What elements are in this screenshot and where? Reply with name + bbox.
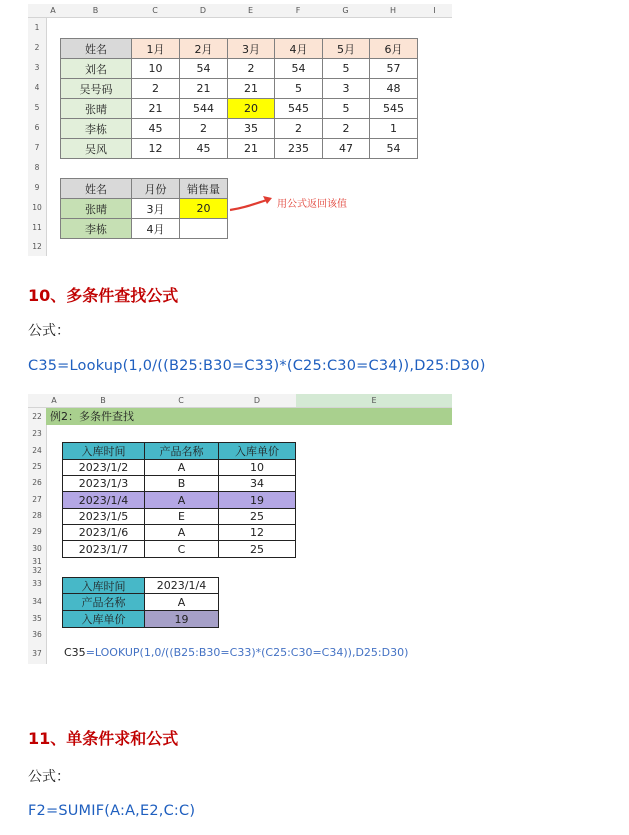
table-cell: 2 bbox=[179, 118, 228, 139]
spreadsheet-screenshot-1 bbox=[28, 4, 452, 256]
table-cell: 2023/1/3 bbox=[62, 475, 145, 492]
table-cell: 21 bbox=[131, 98, 180, 119]
table-cell: 235 bbox=[274, 138, 323, 159]
table-cell: 1 bbox=[369, 118, 418, 139]
table-header-cell: 入库时间 bbox=[62, 442, 145, 460]
table-header-cell: 产品名称 bbox=[144, 442, 219, 460]
table-cell: C bbox=[144, 540, 219, 558]
table-cell: 5 bbox=[322, 58, 370, 79]
table-cell: 2023/1/5 bbox=[62, 508, 145, 525]
row-header: 34 bbox=[28, 593, 47, 610]
sheet-formula-text: =LOOKUP(1,0/((B25:B30=C33)*(C25:C30=C34)),D25:D30) bbox=[85, 646, 409, 659]
row-header: 12 bbox=[28, 238, 47, 256]
table-cell: 21 bbox=[227, 138, 275, 159]
col-header: C bbox=[144, 394, 218, 408]
table-cell: 5 bbox=[274, 78, 323, 99]
table-cell: 3 bbox=[322, 78, 370, 99]
row-header: 24 bbox=[28, 442, 47, 459]
row-header: 9 bbox=[28, 178, 47, 198]
row-header: 23 bbox=[28, 425, 47, 442]
col-header: D bbox=[179, 4, 227, 18]
row-header: 22 bbox=[28, 408, 47, 425]
table-cell: 47 bbox=[322, 138, 370, 159]
col-header: E bbox=[296, 394, 452, 408]
row-header: 2 bbox=[28, 38, 47, 58]
lookup-label-cell: 入库时间 bbox=[62, 577, 145, 594]
lookup-label-cell: 产品名称 bbox=[62, 593, 145, 611]
spreadsheet-screenshot-2 bbox=[28, 394, 452, 664]
banner-title: 例2：多条件查找 bbox=[46, 408, 452, 425]
table-cell: B bbox=[144, 475, 219, 492]
annotation-text: 用公式返回该值 bbox=[277, 199, 347, 210]
col-header: F bbox=[274, 4, 322, 18]
table-header-cell: 4月 bbox=[274, 38, 323, 59]
lookup-label-cell: 入库单价 bbox=[62, 610, 145, 628]
sheet-formula bbox=[64, 646, 408, 659]
row-header: 30 bbox=[28, 540, 47, 557]
table-cell: 45 bbox=[179, 138, 228, 159]
table-cell: 48 bbox=[369, 78, 418, 99]
col-header: H bbox=[369, 4, 417, 18]
table-cell: 45 bbox=[131, 118, 180, 139]
table-cell: 10 bbox=[218, 459, 296, 476]
col-header: G bbox=[322, 4, 369, 18]
table-header-cell: 2月 bbox=[179, 38, 228, 59]
col-header: B bbox=[62, 394, 144, 408]
table-header-cell: 姓名 bbox=[60, 38, 132, 59]
table-cell: 李栋 bbox=[60, 218, 132, 239]
table-cell bbox=[179, 218, 228, 239]
table-cell: 2023/1/6 bbox=[62, 524, 145, 541]
formula-text: F2=SUMIF(A:A,E2,C:C) bbox=[28, 803, 196, 819]
row-header: 35 bbox=[28, 610, 47, 627]
table-cell: 54 bbox=[369, 138, 418, 159]
row-header: 7 bbox=[28, 138, 47, 158]
table-cell: 57 bbox=[369, 58, 418, 79]
highlighted-cell: 20 bbox=[227, 98, 275, 119]
row-header: 8 bbox=[28, 158, 47, 178]
table-cell: 54 bbox=[274, 58, 323, 79]
table-cell: 刘名 bbox=[60, 58, 132, 79]
col-header: I bbox=[417, 4, 452, 18]
col-header: D bbox=[218, 394, 296, 408]
table-cell: 25 bbox=[218, 508, 296, 525]
row-header: 33 bbox=[28, 575, 47, 593]
table-header-cell: 入库单价 bbox=[218, 442, 296, 460]
row-header: 5 bbox=[28, 98, 47, 118]
formula-text: C35=Lookup(1,0/((B25:B30=C33)*(C25:C30=C34)),D25:D30) bbox=[28, 358, 486, 374]
table-cell: 12 bbox=[218, 524, 296, 541]
row-header: 27 bbox=[28, 491, 47, 508]
table-cell: 10 bbox=[131, 58, 180, 79]
col-header: A bbox=[46, 4, 60, 18]
formula-label: 公式： bbox=[28, 323, 70, 339]
table-header-cell: 姓名 bbox=[60, 178, 132, 199]
col-header: C bbox=[131, 4, 179, 18]
table-cell: 3月 bbox=[131, 198, 180, 219]
lookup-value-cell: 2023/1/4 bbox=[144, 577, 219, 594]
corner-cell bbox=[28, 394, 46, 408]
table-header-cell: 月份 bbox=[131, 178, 180, 199]
table-cell: 545 bbox=[274, 98, 323, 119]
row-header: 36 bbox=[28, 627, 47, 643]
col-header: B bbox=[60, 4, 131, 18]
table-cell: 2 bbox=[131, 78, 180, 99]
table-cell: 2 bbox=[322, 118, 370, 139]
row-header: 29 bbox=[28, 524, 47, 540]
table-cell: 25 bbox=[218, 540, 296, 558]
table-cell: E bbox=[144, 508, 219, 525]
row-header: 32 bbox=[28, 566, 47, 575]
sheet-formula-cell: C35 bbox=[64, 646, 86, 659]
table-cell: 2023/1/7 bbox=[62, 540, 145, 558]
col-header: A bbox=[46, 394, 62, 408]
row-header: 1 bbox=[28, 18, 47, 38]
row-header: 4 bbox=[28, 78, 47, 98]
table-cell: 张晴 bbox=[60, 98, 132, 119]
result-cell: 20 bbox=[179, 198, 228, 219]
table-cell: 35 bbox=[227, 118, 275, 139]
table-cell: 2 bbox=[274, 118, 323, 139]
table-header-cell: 3月 bbox=[227, 38, 275, 59]
highlighted-row-cell: A bbox=[144, 491, 219, 509]
section-title: 11、单条件求和公式 bbox=[28, 729, 179, 748]
table-cell: 2 bbox=[227, 58, 275, 79]
table-cell: 12 bbox=[131, 138, 180, 159]
table-cell: 21 bbox=[179, 78, 228, 99]
corner-cell bbox=[28, 4, 46, 18]
red-arrow-icon bbox=[226, 192, 276, 214]
table-header-cell: 销售量 bbox=[179, 178, 228, 199]
table-header-cell: 1月 bbox=[131, 38, 180, 59]
table-cell: 5 bbox=[322, 98, 370, 119]
table-cell: A bbox=[144, 524, 219, 541]
row-header: 26 bbox=[28, 475, 47, 491]
row-header: 37 bbox=[28, 643, 47, 664]
section-title: 10、多条件查找公式 bbox=[28, 286, 179, 305]
table-cell: 21 bbox=[227, 78, 275, 99]
table-cell: 2023/1/2 bbox=[62, 459, 145, 476]
row-header: 28 bbox=[28, 508, 47, 524]
table-cell: A bbox=[144, 459, 219, 476]
lookup-result-cell: 19 bbox=[144, 610, 219, 628]
table-cell: 4月 bbox=[131, 218, 180, 239]
row-header: 11 bbox=[28, 218, 47, 238]
col-header: E bbox=[227, 4, 274, 18]
table-cell: 545 bbox=[369, 98, 418, 119]
row-header: 31 bbox=[28, 557, 47, 566]
highlighted-row-cell: 19 bbox=[218, 491, 296, 509]
table-cell: 544 bbox=[179, 98, 228, 119]
formula-label: 公式： bbox=[28, 769, 70, 785]
row-header: 3 bbox=[28, 58, 47, 78]
highlighted-row-cell: 2023/1/4 bbox=[62, 491, 145, 509]
table-cell: 张晴 bbox=[60, 198, 132, 219]
table-cell: 吴号码 bbox=[60, 78, 132, 99]
table-cell: 34 bbox=[218, 475, 296, 492]
table-cell: 54 bbox=[179, 58, 228, 79]
row-header: 10 bbox=[28, 198, 47, 218]
table-cell: 李栋 bbox=[60, 118, 132, 139]
table-header-cell: 5月 bbox=[322, 38, 370, 59]
lookup-value-cell: A bbox=[144, 593, 219, 611]
row-header: 6 bbox=[28, 118, 47, 138]
table-header-cell: 6月 bbox=[369, 38, 418, 59]
row-header: 25 bbox=[28, 459, 47, 475]
table-cell: 吴风 bbox=[60, 138, 132, 159]
